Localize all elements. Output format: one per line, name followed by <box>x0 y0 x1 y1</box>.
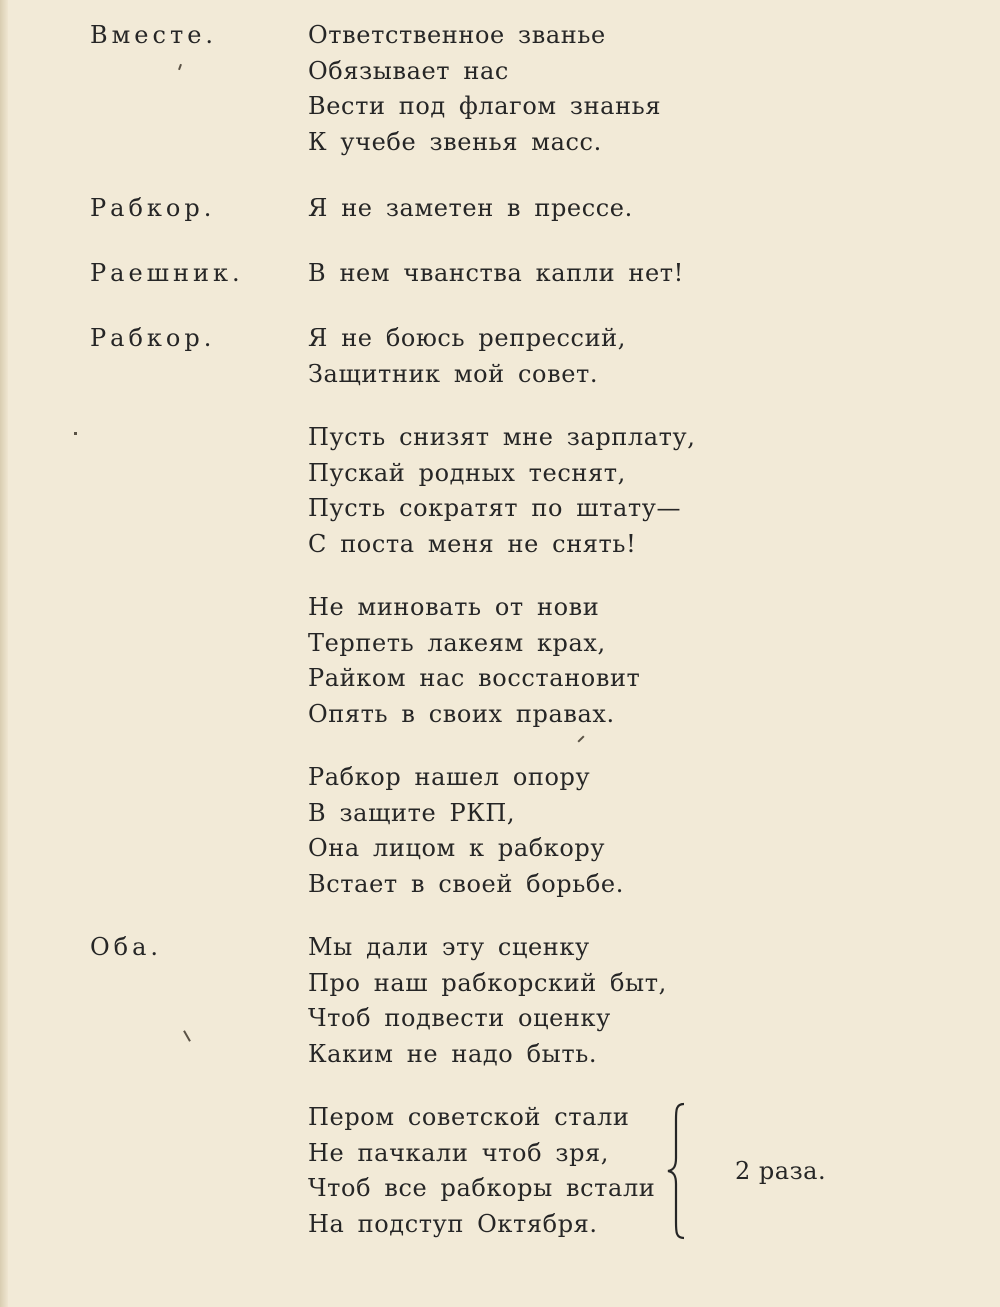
paper-speck <box>577 735 584 742</box>
verse-line: Обязывает нас <box>308 56 509 85</box>
stanza-together <box>308 18 661 160</box>
verse-line: Пускай родных теснят, <box>308 458 626 487</box>
verse-line: Не пачкали чтоб зря, <box>308 1138 610 1167</box>
verse-line: Терпеть лакеям крах, <box>308 628 606 657</box>
paper-speck <box>183 1030 191 1041</box>
verse-line: Про наш рабкорский быт, <box>308 968 667 997</box>
verse-line: В нем чванства капли нет! <box>308 259 684 287</box>
repeat-note: 2 раза. <box>735 1157 827 1185</box>
verse-line: Я не боюсь репрессий, <box>308 324 627 352</box>
stanza <box>308 590 640 732</box>
verse-line: В защите РКП, <box>308 798 516 827</box>
verse-line: Опять в своих правах. <box>308 699 615 728</box>
speaker-raeshnik: Раешник. <box>90 259 244 287</box>
verse-line: Я не заметен в прессе. <box>308 194 633 222</box>
speaker-rabkor: Рабкор. <box>90 194 216 222</box>
stanza-refrain <box>308 1100 655 1242</box>
verse-line: С поста меня не снять! <box>308 529 637 558</box>
verse-line: Пусть снизят мне зарплату, <box>308 423 696 451</box>
verse-line: Вести под флагом знанья <box>308 92 662 120</box>
verse-line: Райком нас восстановит <box>308 664 641 692</box>
paper-speck <box>178 64 182 70</box>
verse-line: Не миновать от нови <box>308 593 600 621</box>
verse-line: Рабкор нашел опору <box>308 763 591 791</box>
verse-line: Мы дали эту сценку <box>308 933 590 961</box>
paper-speck <box>74 432 77 435</box>
verse-line: Встает в своей борьбе. <box>308 869 624 898</box>
verse-line: Защитник мой совет. <box>308 359 599 388</box>
verse-line: Чтоб все рабкоры встали <box>308 1174 656 1202</box>
stanza <box>308 420 695 562</box>
repeat-brace <box>658 1100 698 1242</box>
verse-line: Ответственное званье <box>308 21 606 49</box>
stanza-raeshnik-line <box>308 256 684 292</box>
stanza-rabkor-line <box>308 191 633 227</box>
verse-line: Пусть сократят по штату— <box>308 494 682 522</box>
verse-line: Чтоб подвести оценку <box>308 1004 611 1032</box>
speaker-together: Вместе. <box>90 21 218 49</box>
verse-line: Каким не надо быть. <box>308 1039 598 1068</box>
verse-line: К учебе звенья масс. <box>308 127 602 156</box>
stanza <box>308 760 624 902</box>
verse-line: Пером советской стали <box>308 1103 630 1131</box>
verse-line: Она лицом к рабкору <box>308 834 606 862</box>
speaker-both: Оба. <box>90 933 163 961</box>
page-edge <box>0 0 8 1307</box>
stanza-both <box>308 930 667 1072</box>
verse-line: На подступ Октября. <box>308 1209 598 1238</box>
speaker-rabkor: Рабкор. <box>90 324 216 352</box>
stanza-rabkor-reply <box>308 321 626 392</box>
